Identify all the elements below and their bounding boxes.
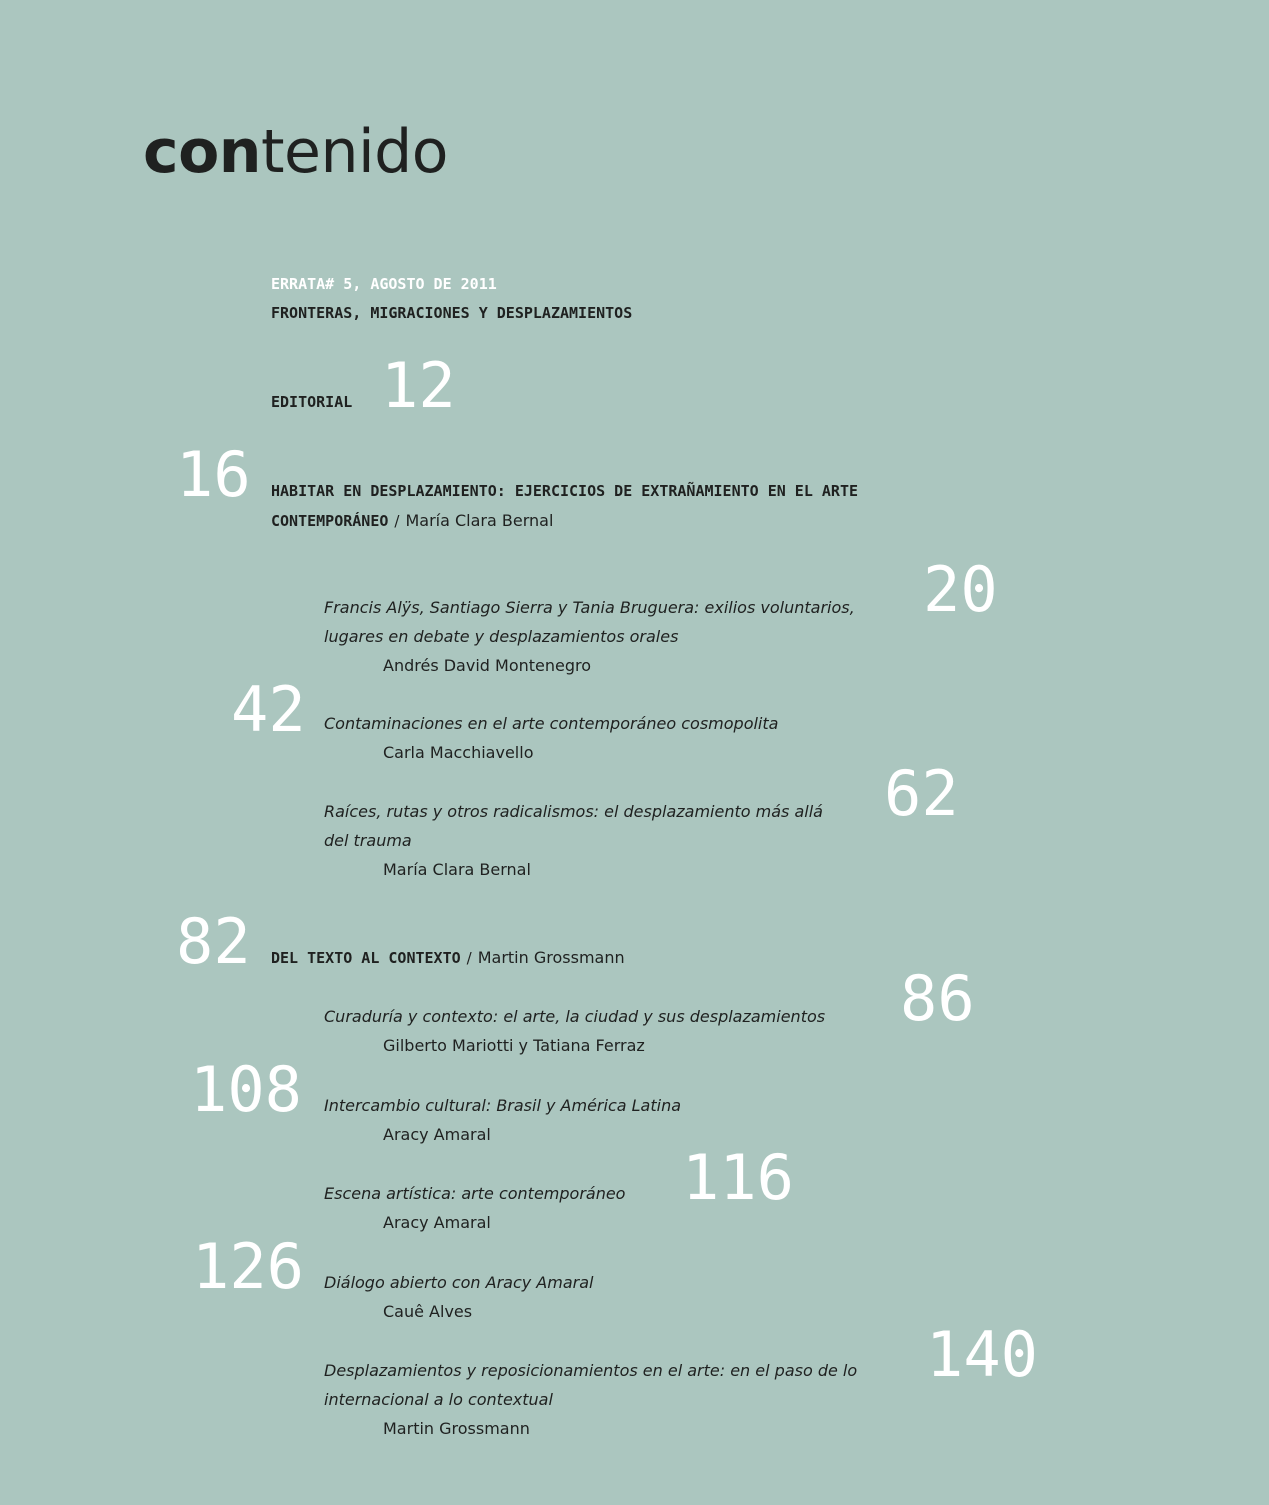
article-title-line1: Escena artística: arte contemporáneo	[324, 1184, 626, 1203]
page-title	[143, 112, 448, 192]
article-title-line1: Desplazamientos y reposicionamientos en el arte: en el paso de lo	[324, 1361, 858, 1380]
editorial-label: EDITORIAL	[271, 393, 353, 411]
article-author: Cauê Alves	[383, 1302, 473, 1321]
article-page-number: 116	[682, 1141, 794, 1214]
article-page-number: 42	[231, 673, 306, 746]
issue-line: ERRATA# 5, AGOSTO DE 2011	[271, 275, 497, 293]
article-page-number: 140	[926, 1318, 1038, 1391]
article-author: Carla Macchiavello	[383, 743, 534, 762]
section1-title-text1: HABITAR EN DESPLAZAMIENTO: EJERCICIOS DE EXTRAÑAMIENTO EN EL ARTE	[271, 482, 858, 500]
article-title-line1: Intercambio cultural: Brasil y América Latina	[324, 1096, 682, 1115]
section2-title-line	[271, 943, 625, 973]
article-author: Aracy Amaral	[383, 1213, 491, 1232]
page-title-bold: con	[143, 117, 262, 187]
article-page-number: 86	[900, 962, 975, 1035]
article-title-line1: Contaminaciones en el arte contemporáneo cosmopolita	[324, 714, 779, 733]
article-author: Martin Grossmann	[383, 1419, 530, 1438]
section2-title-text: DEL TEXTO AL CONTEXTO	[271, 949, 461, 967]
article-page-number: 62	[884, 757, 959, 830]
section2-page-number: 82	[176, 905, 251, 978]
editorial-page-number: 12	[381, 349, 456, 422]
section2-author: Martin Grossmann	[477, 948, 625, 967]
article-title-line1: Francis Alÿs, Santiago Sierra y Tania Bruguera: exilios voluntarios,	[324, 598, 855, 617]
section1-author: María Clara Bernal	[405, 511, 554, 530]
article-title-line1: Curaduría y contexto: el arte, la ciudad y sus desplazamientos	[324, 1007, 826, 1026]
section1-page-number: 16	[176, 438, 251, 511]
article-title-line1: Raíces, rutas y otros radicalismos: el desplazamiento más allá	[324, 802, 823, 821]
article-page-number: 126	[192, 1230, 304, 1303]
article-page-number: 20	[923, 553, 998, 626]
article-title-line2: lugares en debate y desplazamientos orales	[324, 627, 679, 646]
page-title-light: tenido	[261, 117, 448, 187]
section1-title-text2: CONTEMPORÁNEO	[271, 512, 389, 530]
section1-title-line2	[271, 506, 553, 536]
article-author: Andrés David Montenegro	[383, 656, 592, 675]
article-author: Gilberto Mariotti y Tatiana Ferraz	[383, 1036, 645, 1055]
section1-title-line1	[271, 477, 858, 506]
article-page-number: 108	[190, 1053, 302, 1126]
article-author: María Clara Bernal	[383, 860, 531, 879]
article-title-line2: internacional a lo contextual	[324, 1390, 553, 1409]
article-title-line1: Diálogo abierto con Aracy Amaral	[324, 1273, 594, 1292]
section2-separator: /	[466, 949, 472, 967]
article-title-line2: del trauma	[324, 831, 412, 850]
theme-line: FRONTERAS, MIGRACIONES Y DESPLAZAMIENTOS	[271, 304, 633, 322]
article-author: Aracy Amaral	[383, 1125, 491, 1144]
section1-separator: /	[394, 512, 400, 530]
